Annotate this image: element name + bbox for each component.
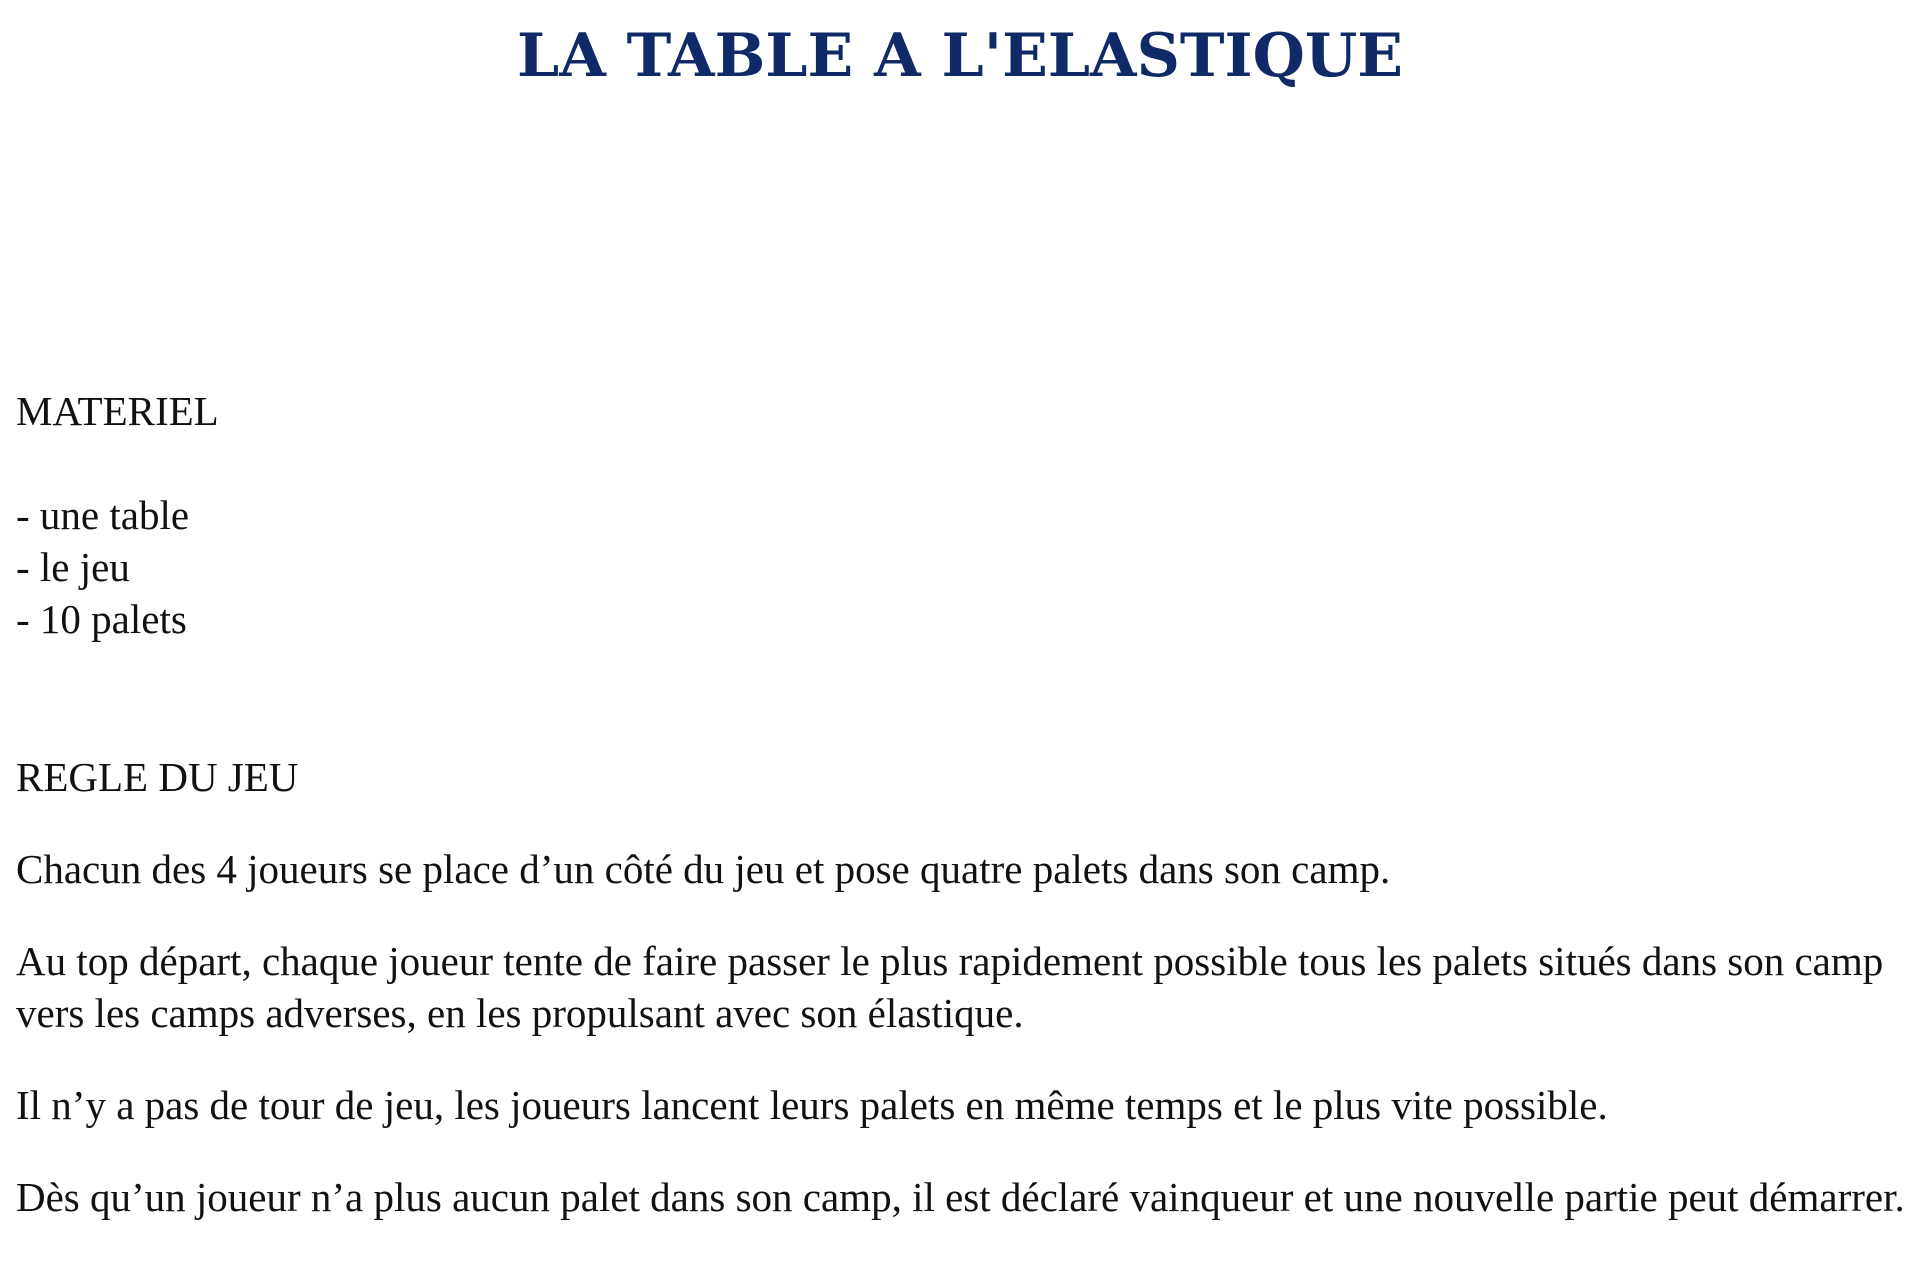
materiel-heading: MATERIEL xyxy=(16,388,219,434)
document-body xyxy=(16,385,1912,1223)
rule-paragraph: Au top départ, chaque joueur tente de faire passer le plus rapidement possible tous les palets situés dans son camp vers les camps adverses, en les propulsant avec son élastique. xyxy=(16,938,1884,1036)
page-title: LA TABLE A L'ELASTIQUE xyxy=(517,21,1403,91)
rule-paragraph: Dès qu’un joueur n’a plus aucun palet dans son camp, il est déclaré vainqueur et une nouvelle partie peut démarrer. xyxy=(16,1174,1905,1220)
regle-heading: REGLE DU JEU xyxy=(16,754,299,800)
rule-paragraph: Il n’y a pas de tour de jeu, les joueurs lancent leurs palets en même temps et le plus vite possible. xyxy=(16,1082,1608,1128)
list-item: - 10 palets xyxy=(16,596,187,642)
list-item: - une table xyxy=(16,492,190,538)
materiel-list xyxy=(16,489,1912,645)
rule-paragraph: Chacun des 4 joueurs se place d’un côté du jeu et pose quatre palets dans son camp. xyxy=(16,846,1391,892)
list-item: - le jeu xyxy=(16,544,130,590)
